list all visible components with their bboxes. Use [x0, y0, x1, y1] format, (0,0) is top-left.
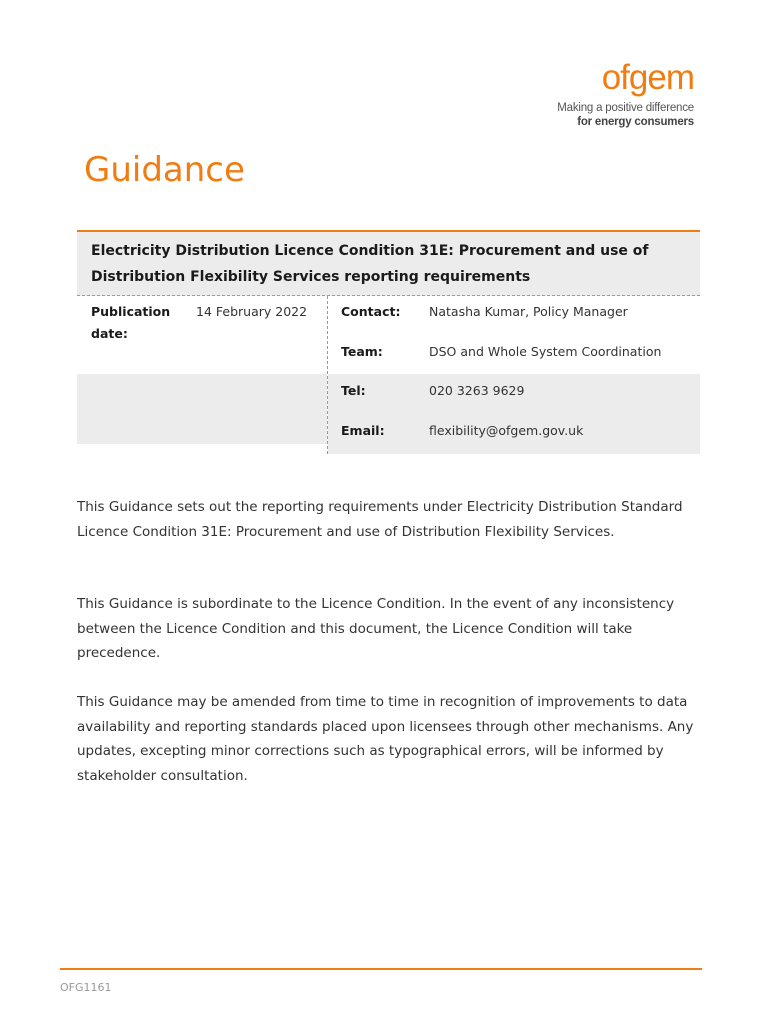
- contact-label: Contact:: [341, 304, 401, 319]
- footer-rule: [60, 968, 702, 970]
- logo-tagline-line2: for energy consumers: [577, 116, 694, 128]
- metadata-divider: [327, 296, 328, 454]
- document-title: Electricity Distribution Licence Condition 31E: Procurement and use of Distribution Flexibility Services reporting requirements: [91, 243, 649, 285]
- body-paragraph-1: This Guidance sets out the reporting requirements under Electricity Distribution Standard Licence Condition 31E: Procurement and use of Distribution Flexibility Services.: [77, 499, 683, 540]
- tel-value: 020 3263 9629: [429, 383, 525, 398]
- body-paragraph-2: This Guidance is subordinate to the Licence Condition. In the event of any inconsistency between the Licence Condition and this document, the Licence Condition will take precedence.: [77, 596, 675, 661]
- team-value: DSO and Whole System Coordination: [429, 344, 662, 359]
- body-paragraph-3: This Guidance may be amended from time to time in recognition of improvements to data availability and reporting standards placed upon licensees through other mechanisms. Any updates, excepting minor corrections such as typographical errors, will be informed by stakeholder consultation.: [77, 694, 694, 784]
- tel-label: Tel:: [341, 383, 366, 398]
- email-value[interactable]: flexibility@ofgem.gov.uk: [429, 423, 584, 438]
- publication-date-value: 14 February 2022: [196, 304, 308, 319]
- logo-wordmark: ofgem: [601, 58, 694, 97]
- logo-tagline-line1: Making a positive difference: [557, 102, 694, 114]
- email-label: Email:: [341, 423, 385, 438]
- title-block: [77, 232, 700, 296]
- team-label: Team:: [341, 344, 383, 359]
- document-type-heading: Guidance: [84, 150, 245, 190]
- contact-value: Natasha Kumar, Policy Manager: [429, 304, 628, 319]
- footer-document-code: OFG1161: [60, 981, 112, 994]
- publication-date-label: Publication date:: [91, 304, 171, 341]
- metadata-left-shade: [77, 374, 327, 444]
